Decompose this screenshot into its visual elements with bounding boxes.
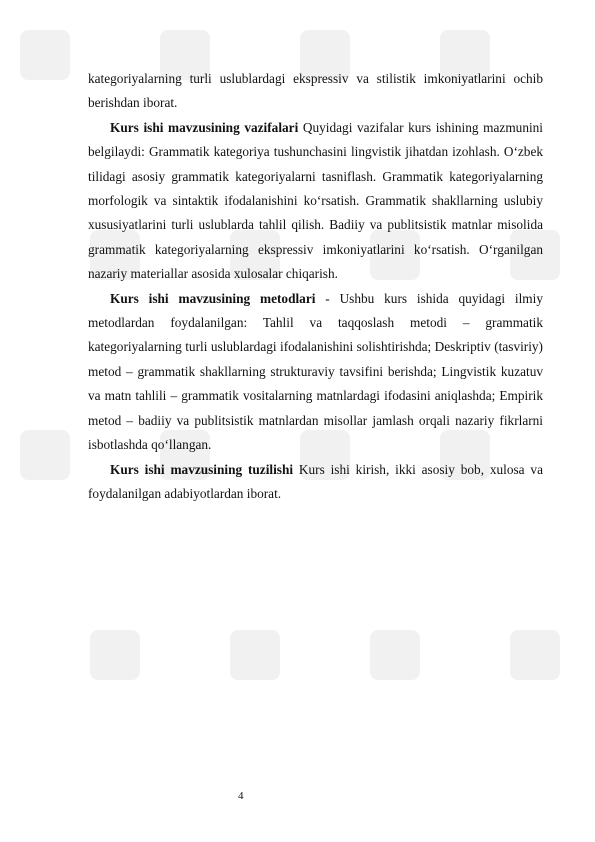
paragraph-text: - Ushbu kurs ishida quyidagi ilmiy metodlardan foydalanilgan: Tahlil va taqqoslash metodi – grammatik kategoriyalarning turli uslublardagi ifodalanishini solishtirishda; Deskriptiv (tasviriy) metod – grammatik shakllarning strukturaviy tavsifini berishda; Lingvistik kuzatuv va matn tahlili – grammatik vositalarning matnlardagi ifodasini aniqlashda; Empirik metod – badiiy va publitsistik matnlardan misollar jamlash orqali nazariy fikrlarni isbotlashda qo‘llangan. xyxy=(88,290,543,453)
paragraph-heading-structure: Kurs ishi mavzusining tuzilishi xyxy=(110,461,294,477)
paragraph-methods xyxy=(88,287,543,458)
paragraph-intro-continuation xyxy=(88,67,543,116)
paragraph-heading-tasks: Kurs ishi mavzusining vazifalari xyxy=(110,119,299,135)
paragraph-structure xyxy=(88,458,543,507)
paragraph-text: Kurs ishi kirish, ikki asosiy bob, xulosa va foydalanilgan adabiyotlardan iborat. xyxy=(88,461,543,501)
paragraph-tasks xyxy=(88,116,543,287)
document-body xyxy=(88,67,543,506)
paragraph-text: kategoriyalarning turli uslublardagi ekspressiv va stilistik imkoniyatlarini ochib berishdan iborat. xyxy=(88,71,543,111)
paragraph-heading-methods: Kurs ishi mavzusining metodlari xyxy=(110,290,316,306)
paragraph-text: Quyidagi vazifalar kurs ishining mazmunini belgilaydi: Grammatik kategoriya tushunchasini lingvistik jihatdan izohlash. O‘zbek tilidagi asosiy grammatik kategoriyalarni tasniflash. Grammatik kategoriyalarning morfologik va sintaktik ifodalanishini ko‘rsatish. Grammatik shakllarning uslubiy xususiyatlarini turli uslublarda tahlil qilish. Badiiy va publitsistik matnlar misolida grammatik kategoriyalarning ekspressiv imkoniyatlarini ko‘rsatish. O‘rganilgan nazariy materiallar asosida xulosalar chiqarish. xyxy=(88,119,544,282)
page-number: 4 xyxy=(238,790,244,802)
